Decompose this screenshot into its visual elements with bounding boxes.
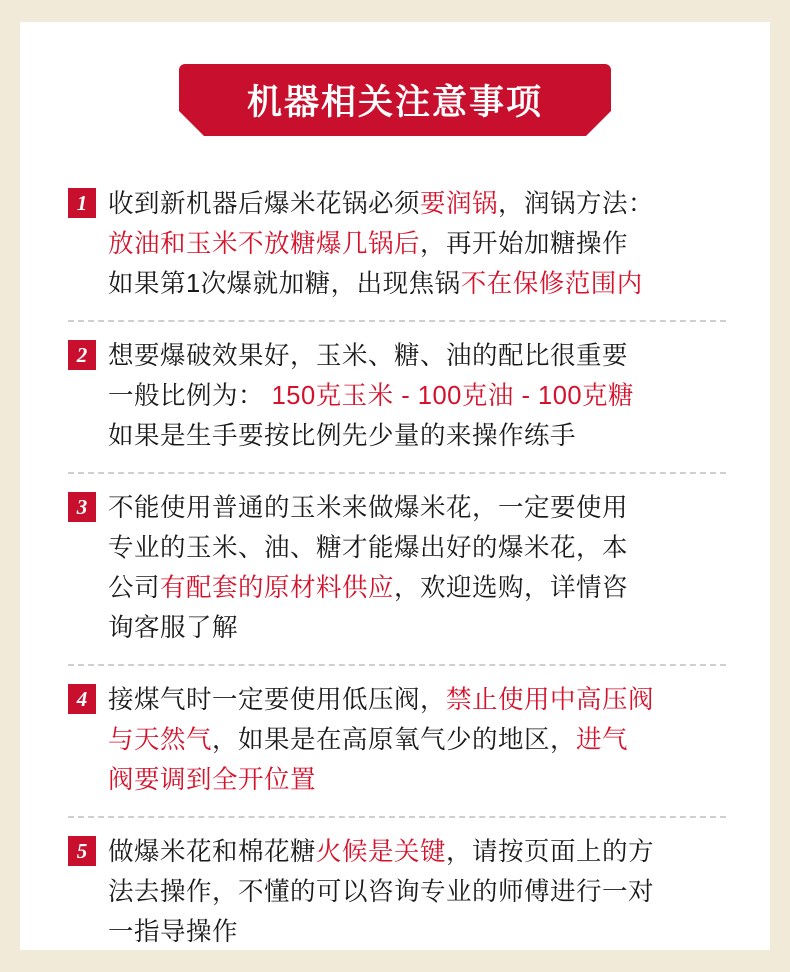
highlight-text: 放油和玉米不放糖爆几锅后 bbox=[108, 230, 421, 258]
highlight-text: 不在保修范围内 bbox=[460, 270, 643, 298]
notice-line bbox=[108, 872, 726, 912]
plain-text: 做爆米花和棉花糖 bbox=[108, 838, 317, 866]
plain-text: 询客服了解 bbox=[108, 614, 239, 642]
notice-line bbox=[108, 416, 726, 456]
notice-line bbox=[108, 528, 726, 568]
notice-item-2 bbox=[68, 322, 726, 474]
highlight-text: 要润锅 bbox=[420, 190, 499, 218]
plain-text: ，欢迎选购，详情咨 bbox=[394, 574, 629, 602]
highlight-text: 火候是关键 bbox=[316, 838, 447, 866]
highlight-text: 有配套的原材料供应 bbox=[160, 574, 395, 602]
notice-line bbox=[108, 224, 726, 264]
notice-text bbox=[108, 336, 726, 456]
plain-text: 收到新机器后爆米花锅必须 bbox=[108, 190, 421, 218]
notice-line bbox=[108, 608, 726, 648]
plain-text: 专业的玉米、油、糖才能爆出好的爆米花，本 bbox=[108, 534, 629, 562]
plain-text: 一般比例为： bbox=[108, 382, 265, 410]
notice-line bbox=[108, 568, 726, 608]
banner-title: 机器相关注意事项 bbox=[246, 83, 543, 122]
notice-line bbox=[108, 376, 726, 416]
notice-text bbox=[108, 488, 726, 648]
plain-text: 如果是生手要按比例先少量的来操作练手 bbox=[108, 422, 577, 450]
highlight-text: 阀要调到全开位置 bbox=[108, 766, 317, 794]
notice-line bbox=[108, 912, 726, 952]
notice-line bbox=[108, 264, 726, 304]
plain-text: 公司 bbox=[108, 574, 161, 602]
notice-number-badge: 2 bbox=[68, 340, 96, 370]
notice-number-badge: 5 bbox=[68, 836, 96, 866]
highlight-text: 进气 bbox=[576, 726, 629, 754]
notice-number-badge: 1 bbox=[68, 188, 96, 218]
plain-text: 一指导操作 bbox=[108, 918, 239, 946]
notice-line bbox=[108, 720, 726, 760]
notice-item-4 bbox=[68, 666, 726, 818]
plain-text: 不能使用普通的玉米来做爆米花，一定要使用 bbox=[108, 494, 629, 522]
highlight-text: 禁止使用中高压阀 bbox=[446, 686, 655, 714]
notice-line bbox=[108, 760, 726, 800]
notice-line bbox=[108, 488, 726, 528]
notice-item-3 bbox=[68, 474, 726, 666]
notice-line bbox=[108, 336, 726, 376]
highlight-text: 与天然气 bbox=[108, 726, 213, 754]
notice-list bbox=[68, 170, 726, 968]
plain-text: 如果第1次爆就加糖，出现焦锅 bbox=[108, 270, 461, 298]
notice-line bbox=[108, 184, 726, 224]
highlight-text: 150克玉米 - 100克油 - 100克糖 bbox=[264, 382, 635, 410]
plain-text: 法去操作，不懂的可以咨询专业的师傅进行一对 bbox=[108, 878, 655, 906]
notice-item-1 bbox=[68, 170, 726, 322]
plain-text: ，润锅方法： bbox=[498, 190, 655, 218]
notice-number-badge: 4 bbox=[68, 684, 96, 714]
notice-number-badge: 3 bbox=[68, 492, 96, 522]
title-banner bbox=[179, 64, 611, 136]
notice-text bbox=[108, 184, 726, 304]
plain-text: 接煤气时一定要使用低压阀， bbox=[108, 686, 447, 714]
notice-text bbox=[108, 832, 726, 952]
plain-text: ，请按页面上的方 bbox=[446, 838, 655, 866]
plain-text: ，再开始加糖操作 bbox=[420, 230, 629, 258]
plain-text: 想要爆破效果好，玉米、糖、油的配比很重要 bbox=[108, 342, 629, 370]
notice-line bbox=[108, 832, 726, 872]
notice-text bbox=[108, 680, 726, 800]
plain-text: ，如果是在高原氧气少的地区， bbox=[212, 726, 577, 754]
notice-item-5 bbox=[68, 818, 726, 968]
notice-card bbox=[20, 22, 770, 950]
notice-line bbox=[108, 680, 726, 720]
